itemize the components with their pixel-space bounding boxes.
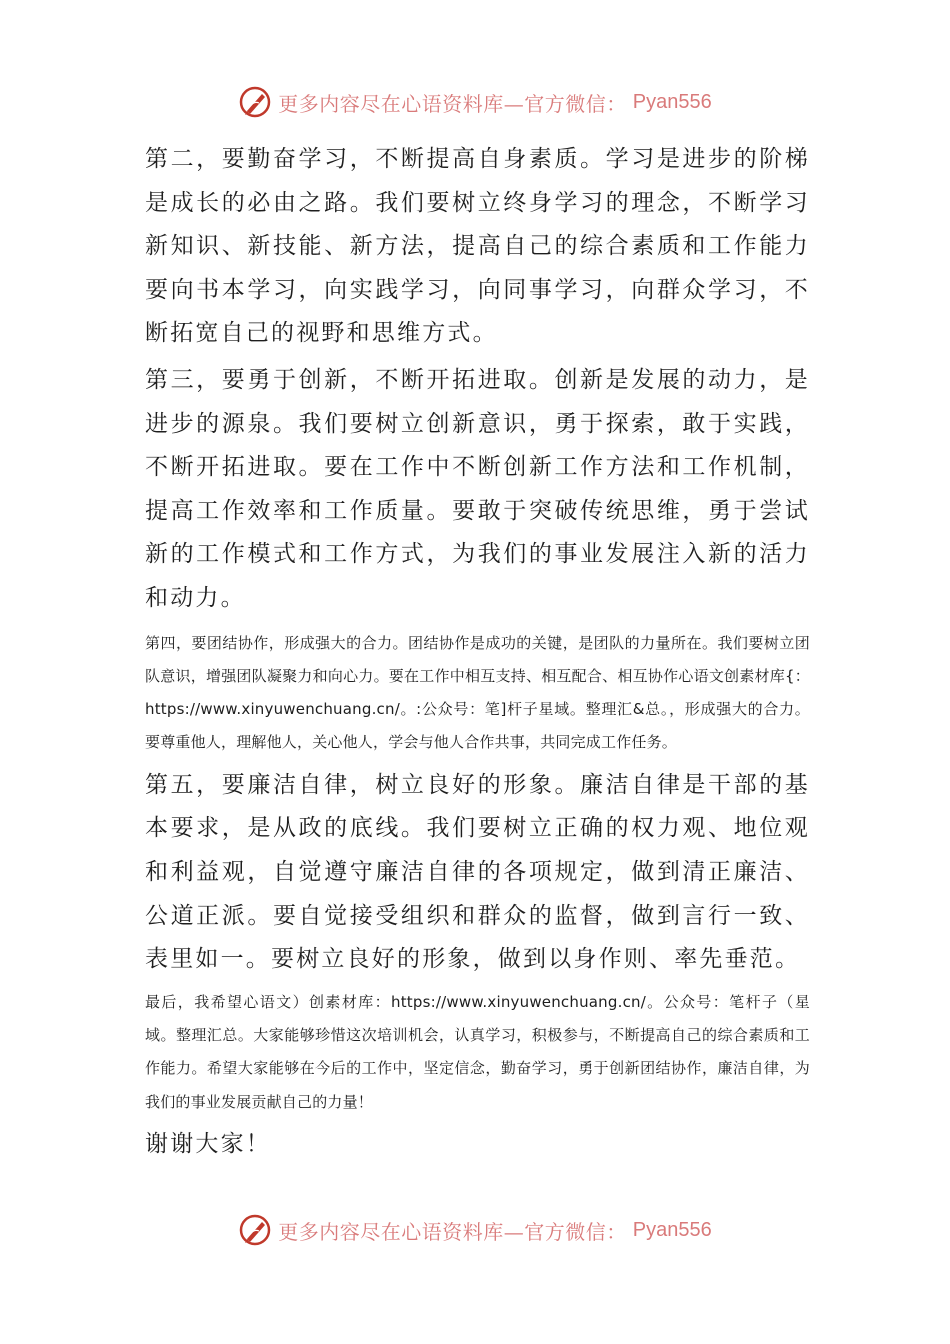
paragraph-closing: 最后，我希望心语文）创素材库：https://www.xinyuwenchuang.cn/。公众号：笔杆子（星域。整理汇总。大家能够珍惜这次培训机会，认真学习，积极参与，不断提高自己的综合素质和工作能力。希望大家能够在今后的工作中，坚定信念，勤奋学习，勇于创新团结协作，廉洁自律，为我们的事业发展贡献自己的力量！ <box>145 992 810 1111</box>
header-banner <box>0 82 950 122</box>
footer-banner <box>0 1210 950 1250</box>
pen-logo-icon <box>238 85 272 119</box>
document-body <box>145 138 810 1166</box>
banner-text: 更多内容尽在心语资料库—官方微信： <box>278 91 627 116</box>
banner-text: 更多内容尽在心语资料库—官方微信： <box>278 1219 627 1244</box>
paragraph-teamwork: 第四，要团结协作，形成强大的合力。团结协作是成功的关键，是团队的力量所在。我们要树立团队意识，增强团队凝聚力和向心力。要在工作中相互支持、相互配合、相互协作心语文创素材库{：https://www.xinyuwenchuang.cn/。:公众号：笔]杆子星域。整理汇&总。，形成强大的合力。要尊重他人，理解他人，关心他人，学会与他人合作共事，共同完成工作任务。 <box>145 633 810 752</box>
banner-wechat-handle: Pyan556 <box>632 90 712 113</box>
paragraph-integrity: 第五，要廉洁自律，树立良好的形象。廉洁自律是干部的基本要求，是从政的底线。我们要树立正确的权力观、地位观和利益观，自觉遵守廉洁自律的各项规定，做到清正廉洁、公道正派。要自觉接受组织和群众的监督，做到言行一致、表里如一。要树立良好的形象，做到以身作则、率先垂范。 <box>145 771 810 973</box>
paragraph-innovate: 第三，要勇于创新，不断开拓进取。创新是发展的动力，是进步的源泉。我们要树立创新意识，勇于探索，敢于实践，不断开拓进取。要在工作中不断创新工作方法和工作机制，提高工作效率和工作质量。要敢于突破传统思维，勇于尝试新的工作模式和工作方式，为我们的事业发展注入新的活力和动力。 <box>145 366 810 611</box>
pen-logo-icon <box>238 1213 272 1247</box>
banner-wechat-handle: Pyan556 <box>632 1218 712 1241</box>
paragraph-study: 第二，要勤奋学习，不断提高自身素质。学习是进步的阶梯是成长的必由之路。我们要树立终身学习的理念，不断学习新知识、新技能、新方法，提高自己的综合素质和工作能力要向书本学习，向实践学习，向同事学习，向群众学习，不断拓宽自己的视野和思维方式。 <box>145 146 810 347</box>
paragraph-thanks: 谢谢大家！ <box>145 1130 271 1157</box>
